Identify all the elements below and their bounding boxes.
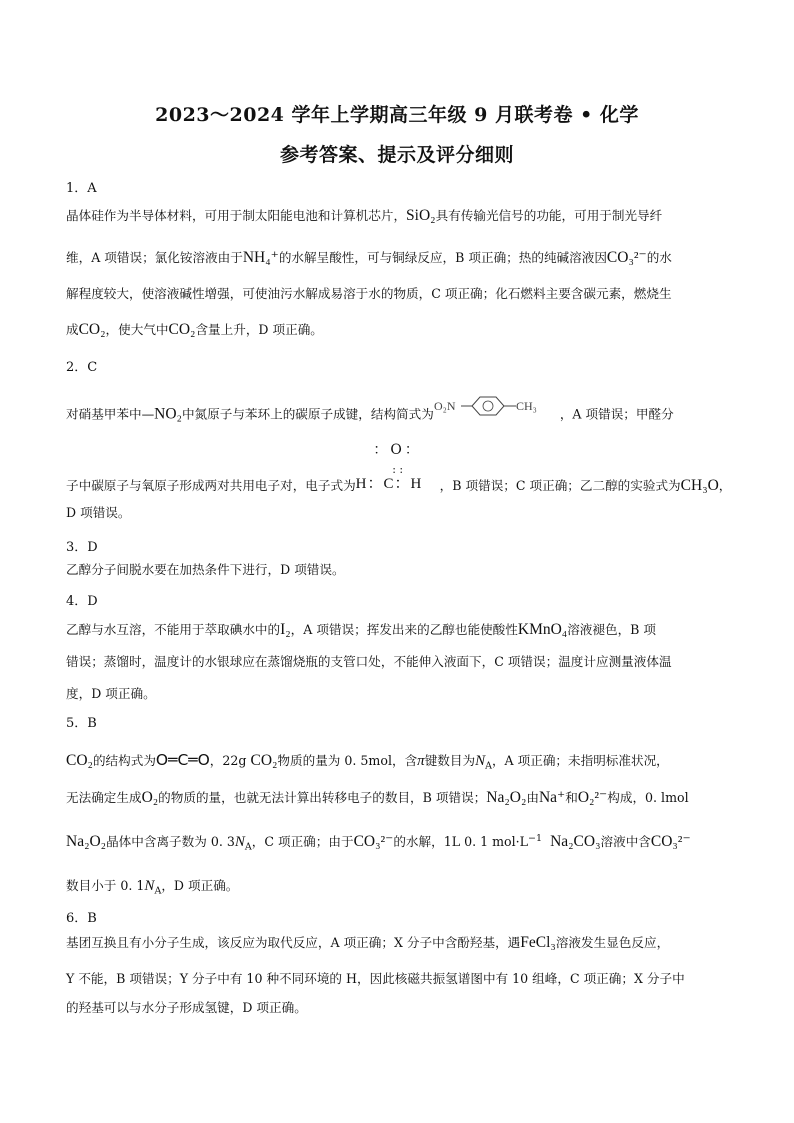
- page-title: 2023～2024 学年上学期高三年级 9 月联考卷 • 化学: [155, 104, 639, 126]
- q1-explanation: [66, 200, 728, 346]
- symbol-na-sub: A: [154, 885, 162, 897]
- q5-text: 的结构式为: [92, 753, 156, 768]
- q5-text: 由: [526, 790, 539, 805]
- q2-text: 子中碳原子与氧原子形成两对共用电子对，电子式为: [66, 478, 356, 493]
- q5-text: 的物质的量，也就无法计算出转移电子的数目，B 项错误；: [158, 790, 487, 805]
- q5-explanation: [66, 744, 728, 902]
- q2-text: ，: [718, 478, 732, 493]
- formula-kmno4: KMnO₄: [517, 621, 568, 638]
- q1-text: 维，A 项错误；氯化铵溶液由于: [66, 250, 243, 265]
- q6-line3: 的羟基可以与水分子形成氢键，D 项正确。: [66, 1000, 307, 1015]
- q2-text: 中氮原子与苯环上的碳原子成键，结构简式为: [181, 406, 434, 422]
- page-subtitle: 参考答案、提示及评分细则: [279, 144, 514, 166]
- symbol-na: N: [475, 753, 486, 769]
- symbol-na-sub: A: [485, 760, 492, 772]
- formula-no2: NO₂: [154, 405, 182, 423]
- formula-na-plus: Na⁺: [538, 789, 566, 806]
- formula-co3: CO₃²⁻: [606, 249, 647, 266]
- formula-co2: CO₂: [168, 321, 196, 338]
- q6-answer: 6．B: [66, 911, 97, 926]
- lewis-double-pair: : :: [392, 463, 404, 476]
- q4-explanation: [66, 614, 728, 710]
- q4-line2: 错误；蒸馏时，温度计的水银球应在蒸馏烧瓶的支管口处，不能伸入液面下，C 项错误；温度计应测量液体温: [66, 654, 672, 669]
- q4-text: ，A 项错误；挥发出来的乙醇也能使酸性: [290, 622, 518, 637]
- q6-text: 溶液发生显色反应，: [555, 935, 670, 950]
- formula-na2co3: Na₂CO₃: [550, 833, 601, 850]
- q5-text: 的水解，1L 0. 1 mol·L: [393, 834, 529, 849]
- q5-text: 晶体中含离子数为 0. 3: [106, 834, 235, 849]
- symbol-na-sub: A: [244, 841, 252, 853]
- lewis-hch: H：C：H: [355, 476, 423, 492]
- q5-text: 物质的量为 0. 5mol，含: [277, 753, 418, 768]
- q4-answer: 4．D: [66, 594, 98, 609]
- formula-co2: CO₂: [66, 752, 93, 769]
- formula-o2-2minus: O₂²⁻: [577, 789, 608, 806]
- formula-nh4: NH₄⁺: [242, 249, 279, 266]
- q5-text: ，C 项正确；由于: [251, 834, 354, 849]
- q1-text: 晶体硅作为半导体材料，可用于制太阳能电池和计算机芯片，: [66, 208, 407, 223]
- q5-text: 和: [565, 790, 578, 805]
- formula-i2: I₂: [280, 621, 291, 638]
- q1-text: 具有传输光信号的功能，可用于制光导纤: [435, 208, 663, 223]
- q5-answer: 5．B: [66, 716, 97, 731]
- formula-sio2: SiO₂: [406, 207, 436, 224]
- symbol-pi: π: [417, 753, 425, 769]
- q5-text: ，D 项正确。: [161, 878, 239, 893]
- formaldehyde-electron-formula: [355, 442, 440, 502]
- q1-answer: 1．A: [66, 181, 97, 196]
- q2-text: ，B 项错误；C 项正确；乙二醇的实验式为: [439, 478, 681, 493]
- lewis-oxygen: ：O：: [373, 442, 422, 458]
- q2-text: 对硝基甲苯中—: [66, 406, 155, 422]
- unit-exponent: −1: [528, 832, 543, 844]
- formula-co2: CO₂: [250, 752, 278, 769]
- q4-line3: 度，D 项正确。: [66, 686, 156, 701]
- formula-na2o2: Na₂O₂: [486, 789, 527, 806]
- q1-text: 的水: [646, 250, 672, 265]
- q6-text: 基团互换且有小分子生成，该反应为取代反应，A 项正确；X 分子中含酚羟基，遇: [66, 935, 521, 950]
- q1-text: 成: [66, 322, 79, 337]
- q5-text: ，22g: [209, 753, 251, 768]
- q5-text: 无法确定生成: [66, 790, 142, 805]
- symbol-na: N: [144, 878, 155, 894]
- formula-fecl3: FeCl₃: [520, 934, 556, 951]
- q4-text: 乙醇与水互溶，不能用于萃取碘水中的: [66, 622, 281, 637]
- q1-line3: 解程度较大，使溶液碱性增强，可使油污水解成易溶于水的物质，C 项正确；化石燃料主要含碳元素，燃烧生: [66, 286, 672, 301]
- q6-explanation: [66, 927, 728, 1021]
- q5-text: 键数目为: [424, 753, 476, 768]
- p-nitrotoluene-structure: [434, 394, 560, 436]
- q2-line3: D 项错误。: [66, 505, 131, 520]
- q6-line2: Y 不能，B 项错误；Y 分子中有 10 种不同环境的 H，因此核磁共振氢谱图中有 10 组峰，C 项正确；X 分子中: [66, 971, 685, 986]
- formula-oco: O═C═O: [155, 751, 210, 769]
- formula-co2: CO₂: [78, 321, 106, 338]
- q3-line1: 乙醇分子间脱水要在加热条件下进行，D 项错误。: [66, 562, 345, 577]
- q3-answer: 3．D: [66, 540, 98, 555]
- q2-text: ，A 项错误；甲醛分: [559, 406, 674, 422]
- formula-co3: CO₃²⁻: [650, 833, 691, 850]
- q5-text: 数目小于 0. 1: [66, 878, 145, 893]
- q4-text: 溶液褪色，B 项: [567, 622, 657, 637]
- struct-right-label: CH₃: [515, 399, 537, 413]
- q1-text: ，使大气中: [105, 322, 169, 337]
- p-nitrotoluene-svg: [434, 394, 560, 424]
- q1-text: 的水解呈酸性，可与铜绿反应，B 项正确；热的纯碱溶液因: [278, 250, 607, 265]
- q2-answer: 2．C: [66, 360, 98, 375]
- formula-ch3o: CH₃O: [680, 477, 719, 494]
- q5-text: 溶液中含: [600, 834, 651, 849]
- formula-na2o2: Na₂O₂: [66, 833, 107, 850]
- formula-o2: O₂: [141, 789, 159, 806]
- q5-text: ，A 项正确；未指明标准状况，: [491, 753, 669, 768]
- q3-explanation: [66, 557, 728, 583]
- q5-text: 构成，0. lmol: [607, 790, 689, 805]
- formula-co3: CO₃²⁻: [353, 833, 394, 850]
- q1-text: 含量上升，D 项正确。: [195, 322, 323, 337]
- symbol-na: N: [234, 834, 245, 850]
- struct-left-label: O₂N: [433, 399, 456, 413]
- q2-explanation: [66, 394, 732, 526]
